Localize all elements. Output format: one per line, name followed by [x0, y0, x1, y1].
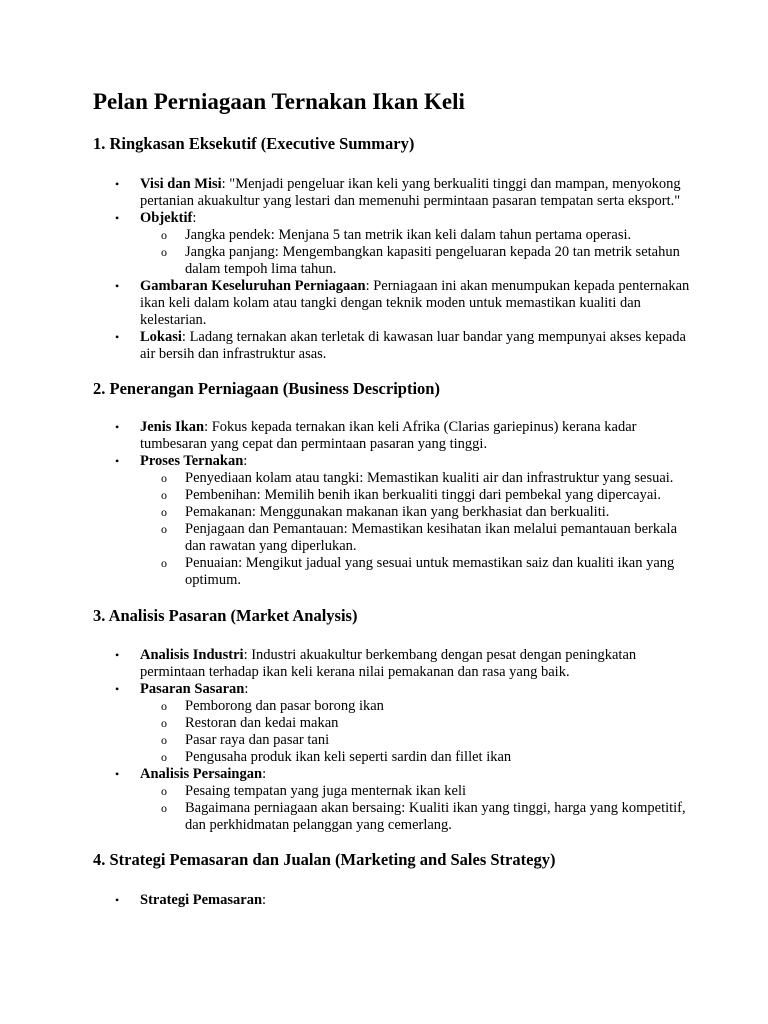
- market-analysis-list: [93, 647, 693, 834]
- list-item-jenis-ikan: [115, 419, 693, 453]
- list-item-visi-misi: [115, 176, 693, 210]
- circle-bullet-icon: o: [161, 733, 167, 747]
- item-text: :: [243, 453, 248, 469]
- circle-bullet-icon: o: [161, 245, 167, 259]
- list-item-proses-ternakan: [115, 453, 693, 589]
- item-text: :: [262, 892, 267, 908]
- circle-bullet-icon: o: [161, 488, 167, 502]
- item-label: Strategi Pemasaran: [140, 892, 263, 908]
- sub-list-item: [161, 783, 693, 800]
- item-label: Proses Ternakan: [140, 453, 244, 469]
- circle-bullet-icon: o: [161, 505, 167, 519]
- bullet-icon: •: [115, 211, 120, 225]
- sub-item-text: Pesaing tempatan yang juga menternak ikan keli: [185, 783, 467, 799]
- circle-bullet-icon: o: [161, 522, 167, 536]
- sub-item-text: Penuaian: Mengikut jadual yang sesuai untuk memastikan saiz dan kualiti ikan yang optimum.: [185, 555, 675, 588]
- item-text: :: [262, 766, 267, 782]
- circle-bullet-icon: o: [161, 801, 167, 815]
- sub-list-item: [161, 749, 693, 766]
- sub-item-text: Pembenihan: Memilih benih ikan berkualiti tinggi dari pembekal yang dipercayai.: [185, 487, 661, 503]
- circle-bullet-icon: o: [161, 716, 167, 730]
- item-label: Analisis Industri: [140, 647, 244, 663]
- sub-list-item: [161, 555, 693, 589]
- sub-list-item: [161, 244, 693, 278]
- bullet-icon: •: [115, 454, 120, 468]
- item-label: Jenis Ikan: [140, 419, 205, 435]
- sub-item-text: Pasar raya dan pasar tani: [185, 732, 330, 748]
- sub-item-text: Pengusaha produk ikan keli seperti sardin dan fillet ikan: [185, 749, 512, 765]
- item-text: : Ladang ternakan akan terletak di kawasan luar bandar yang mempunyai akses kepada air bersih dan infrastruktur asas.: [140, 329, 686, 362]
- business-description-list: [93, 419, 693, 589]
- item-text: :: [192, 210, 197, 226]
- sub-list-item: [161, 470, 693, 487]
- item-label: Analisis Persaingan: [140, 766, 263, 782]
- bullet-icon: •: [115, 893, 120, 907]
- sub-item-text: Penjagaan dan Pemantauan: Memastikan kesihatan ikan melalui pemantauan berkala dan rawatan yang diperlukan.: [185, 521, 678, 554]
- sub-list-item: [161, 521, 693, 555]
- executive-summary-list: [93, 176, 693, 363]
- list-item-gambaran: [115, 278, 693, 329]
- item-label: Pasaran Sasaran: [140, 681, 245, 697]
- section-heading-executive-summary: 1. Ringkasan Eksekutif (Executive Summary): [93, 134, 415, 153]
- sub-list-item: [161, 715, 693, 732]
- circle-bullet-icon: o: [161, 784, 167, 798]
- circle-bullet-icon: o: [161, 471, 167, 485]
- sub-list-item: [161, 487, 693, 504]
- section-heading-market-analysis: 3. Analisis Pasaran (Market Analysis): [93, 606, 358, 625]
- list-item-strategi-pemasaran: [115, 892, 693, 909]
- list-item-pasaran-sasaran: [115, 681, 693, 766]
- bullet-icon: •: [115, 279, 120, 293]
- item-text: : "Menjadi pengeluar ikan keli yang berkualiti tinggi dan mampan, menyokong pertanian akuakultur yang lestari dan memenuhi permintaan pasaran tempatan serta eksport.": [140, 176, 681, 209]
- objektif-sublist: [140, 227, 693, 278]
- document-body: [93, 89, 693, 909]
- sub-list-item: [161, 698, 693, 715]
- proses-sublist: [140, 470, 693, 589]
- sub-list-item: [161, 504, 693, 521]
- circle-bullet-icon: o: [161, 750, 167, 764]
- sub-item-text: Penyediaan kolam atau tangki: Memastikan kualiti air dan infrastruktur yang sesuai.: [185, 470, 674, 486]
- list-item-analisis-industri: [115, 647, 693, 681]
- document-title: Pelan Perniagaan Ternakan Ikan Keli: [93, 89, 465, 114]
- circle-bullet-icon: o: [161, 228, 167, 242]
- circle-bullet-icon: o: [161, 699, 167, 713]
- item-label: Lokasi: [140, 329, 182, 345]
- bullet-icon: •: [115, 767, 120, 781]
- bullet-icon: •: [115, 177, 120, 191]
- sub-item-text: Jangka pendek: Menjana 5 tan metrik ikan keli dalam tahun pertama operasi.: [185, 227, 632, 243]
- bullet-icon: •: [115, 420, 120, 434]
- marketing-sales-list: [93, 892, 693, 909]
- item-text: : Fokus kepada ternakan ikan keli Afrika (Clarias gariepinus) kerana kadar tumbesaran yang cepat dan permintaan pasaran yang tinggi.: [140, 419, 637, 452]
- list-item-lokasi: [115, 329, 693, 363]
- sub-list-item: [161, 800, 693, 834]
- list-item-objektif: [115, 210, 693, 278]
- sub-item-text: Bagaimana perniagaan akan bersaing: Kualiti ikan yang tinggi, harga yang kompetitif, dan perkhidmatan pelanggan yang cemerlang.: [185, 800, 686, 833]
- section-heading-marketing-sales: 4. Strategi Pemasaran dan Jualan (Marketing and Sales Strategy): [93, 850, 556, 869]
- section-heading-business-description: 2. Penerangan Perniagaan (Business Description): [93, 379, 440, 398]
- item-text: :: [244, 681, 249, 697]
- sub-list-item: [161, 732, 693, 749]
- list-item-analisis-persaingan: [115, 766, 693, 834]
- sub-item-text: Pemakanan: Menggunakan makanan ikan yang berkhasiat dan berkualiti.: [185, 504, 610, 520]
- sub-item-text: Jangka panjang: Mengembangkan kapasiti pengeluaran kepada 20 tan metrik setahun dalam tempoh lima tahun.: [185, 244, 680, 277]
- bullet-icon: •: [115, 330, 120, 344]
- sub-list-item: [161, 227, 693, 244]
- sub-item-text: Restoran dan kedai makan: [185, 715, 339, 731]
- sasaran-sublist: [140, 698, 693, 766]
- sub-item-text: Pemborong dan pasar borong ikan: [185, 698, 384, 714]
- item-label: Objektif: [140, 210, 193, 226]
- circle-bullet-icon: o: [161, 556, 167, 570]
- bullet-icon: •: [115, 648, 120, 662]
- bullet-icon: •: [115, 682, 120, 696]
- item-label: Visi dan Misi: [140, 176, 222, 192]
- item-text: : Perniagaan ini akan menumpukan kepada penternakan ikan keli dalam kolam atau tangki dengan teknik moden untuk memastikan kualiti dan kelestarian.: [140, 278, 690, 328]
- item-label: Gambaran Keseluruhan Perniagaan: [140, 278, 366, 294]
- item-text: : Industri akuakultur berkembang dengan pesat dengan peningkatan permintaan terhadap ikan keli kerana nilai pemakanan dan rasa yang baik.: [140, 647, 637, 680]
- persaingan-sublist: [140, 783, 693, 834]
